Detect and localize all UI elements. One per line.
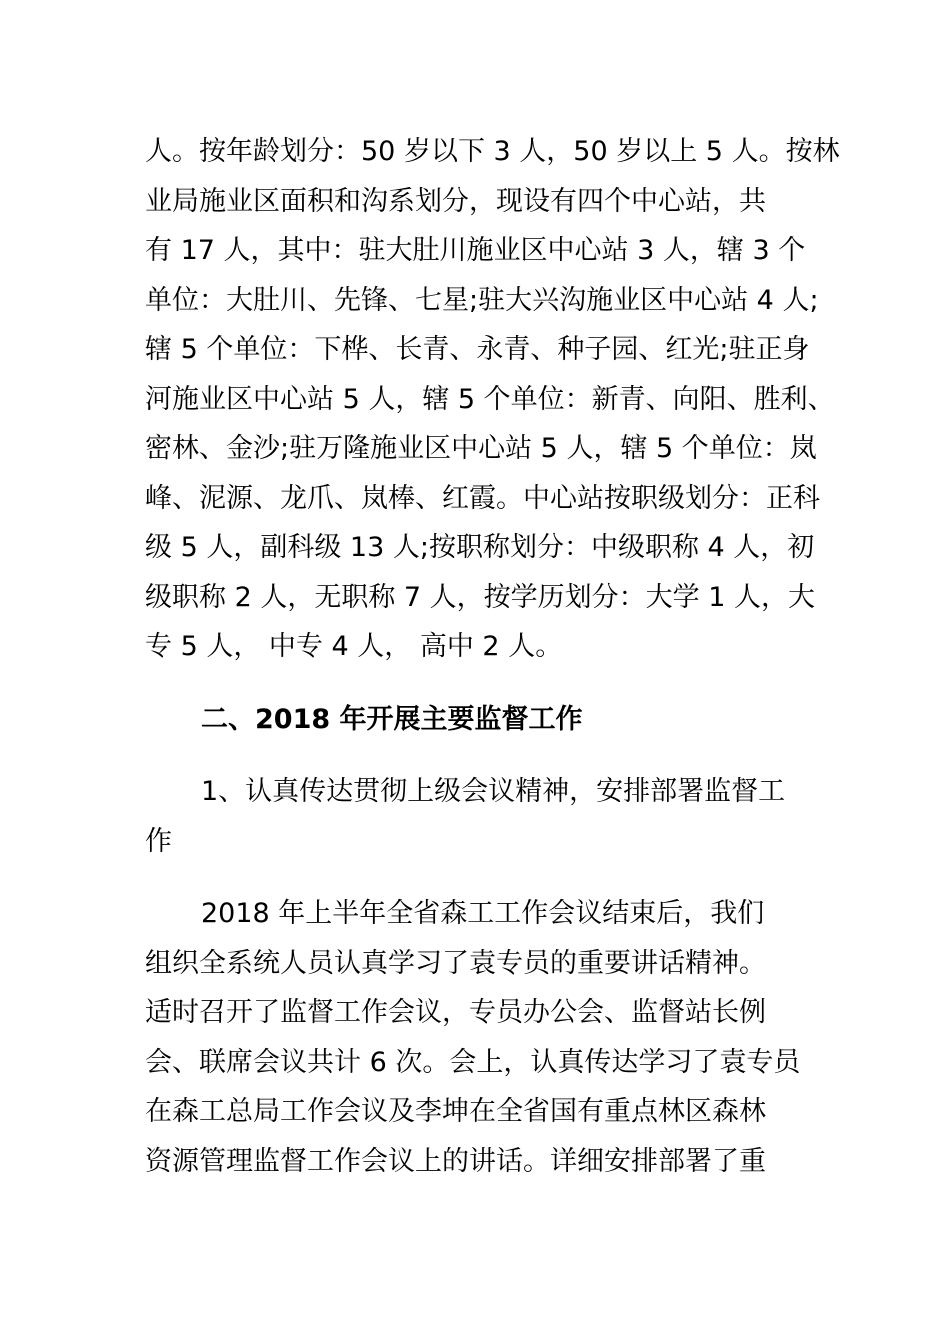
- paragraph-line: 级职称 2 人，无职称 7 人，按学历划分：大学 1 人，大: [145, 581, 816, 613]
- paragraph-line: 密林、金沙;驻万隆施业区中心站 5 人，辖 5 个单位：岚: [145, 433, 817, 464]
- subheading-line: 作: [145, 825, 172, 857]
- paragraph-line: 专 5 人， 中专 4 人， 高中 2 人。: [145, 631, 563, 662]
- subheading-line: 1、认真传达贯彻上级会议精神，安排部署监督工: [201, 776, 786, 807]
- paragraph-line: 人。按年龄划分：50 岁以下 3 人，50 岁以上 5 人。按林: [145, 136, 840, 167]
- paragraph-line: 有 17 人，其中：驻大肚川施业区中心站 3 人，辖 3 个: [145, 235, 806, 266]
- paragraph-line: 河施业区中心站 5 人，辖 5 个单位：新青、向阳、胜利、: [145, 383, 835, 415]
- subheading-block: [145, 767, 810, 866]
- paragraph-line: 辖 5 个单位：下桦、长青、永青、种子园、红光;驻正身: [145, 334, 810, 365]
- section-heading: 二、2018 年开展主要监督工作: [201, 704, 583, 735]
- section-heading-block: [145, 695, 810, 745]
- paragraph-staff-summary: [145, 127, 840, 672]
- paragraph-line: 在森工总局工作会议及李坤在全省国有重点林区森林: [145, 1096, 766, 1127]
- paragraph-line: 适时召开了监督工作会议，专员办公会、监督站长例: [145, 997, 766, 1028]
- paragraph-line: 峰、泥源、龙爪、岚棒、红霞。中心站按职级划分：正科: [145, 482, 820, 514]
- paragraph-meetings: [145, 889, 810, 1186]
- paragraph-line: 资源管理监督工作会议上的讲话。详细安排部署了重: [145, 1145, 766, 1177]
- paragraph-line: 会、联席会议共计 6 次。会上，认真传达学习了袁专员: [145, 1046, 801, 1078]
- paragraph-line: 级 5 人，副科级 13 人;按职称划分：中级职称 4 人，初: [145, 532, 815, 563]
- paragraph-line: 单位：大肚川、先锋、七星;驻大兴沟施业区中心站 4 人;: [145, 284, 819, 316]
- paragraph-line: 2018 年上半年全省森工工作会议结束后，我们: [201, 898, 765, 929]
- paragraph-line: 业局施业区面积和沟系划分，现设有四个中心站，共: [145, 185, 766, 217]
- paragraph-line: 组织全系统人员认真学习了袁专员的重要讲话精神。: [145, 947, 766, 979]
